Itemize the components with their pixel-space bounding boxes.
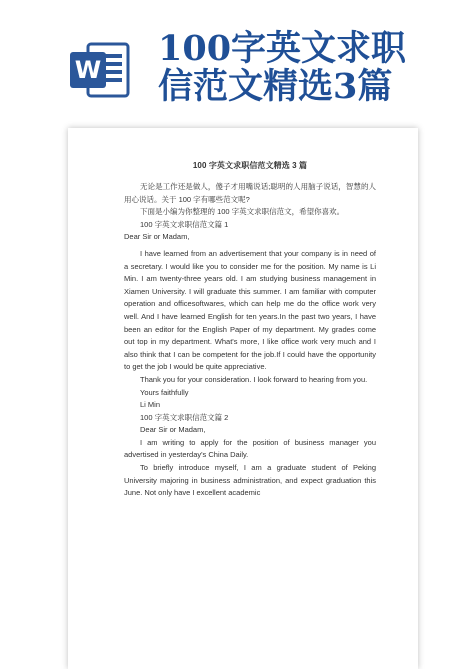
page-title: 100字英文求职 信范文精选3篇 — [158, 28, 407, 107]
page-header — [0, 0, 474, 112]
document-title: 100 字英文求职信范文精选 3 篇 — [192, 161, 308, 170]
section-heading: 100 字英文求职信范文篇 1 — [140, 219, 229, 229]
paragraph: 下面是小编为你整理的 100 字英文求职信范文，希望你喜欢。 — [140, 207, 345, 217]
paragraph: 无论是工作还是做人，傻子才用嘴说话;聪明的人用脑子说话，智慧的人用心说话。关于 100 字有哪些范文呢? — [124, 182, 376, 204]
paragraph: I am writing to apply for the position of business manager you advertised in yesterday's China Daily. — [124, 437, 376, 460]
signature-name: Li Min — [140, 400, 161, 410]
document-page — [68, 128, 418, 669]
closing: Yours faithfully — [140, 387, 189, 397]
section-heading: 100 字英文求职信范文篇 2 — [140, 412, 229, 422]
paragraph: I have learned from an advertisement that your company is in need of a secretary. I would like you to consider me for the position. My name is Li Min. I am twenty-three years old. I am studying business management in Xiamen University. I will graduate this summer. I am familiar with computer operation and officesoftwares, which can help me do the office work very well. And I have learned English for ten years.In the past two years, I have been an editor for the English Paper of my department. My grades come out top in my department. What's more, I like office work very much and I also think that I can be competent for the job.If I could have the opportunity to get the job I would be quite appreciative. — [124, 248, 376, 372]
paragraph: Thank you for your consideration. I look forward to hearing from you. — [140, 374, 368, 384]
svg-text:W: W — [74, 56, 102, 84]
word-document-icon — [68, 38, 132, 102]
paragraph: To briefly introduce myself, I am a graduate student of Peking University majoring in business administration, and expect graduation this June. Not only have I excellent academic — [124, 463, 376, 498]
salutation: Dear Sir or Madam, — [124, 232, 190, 242]
document-body — [124, 160, 376, 500]
salutation: Dear Sir or Madam, — [140, 425, 206, 435]
